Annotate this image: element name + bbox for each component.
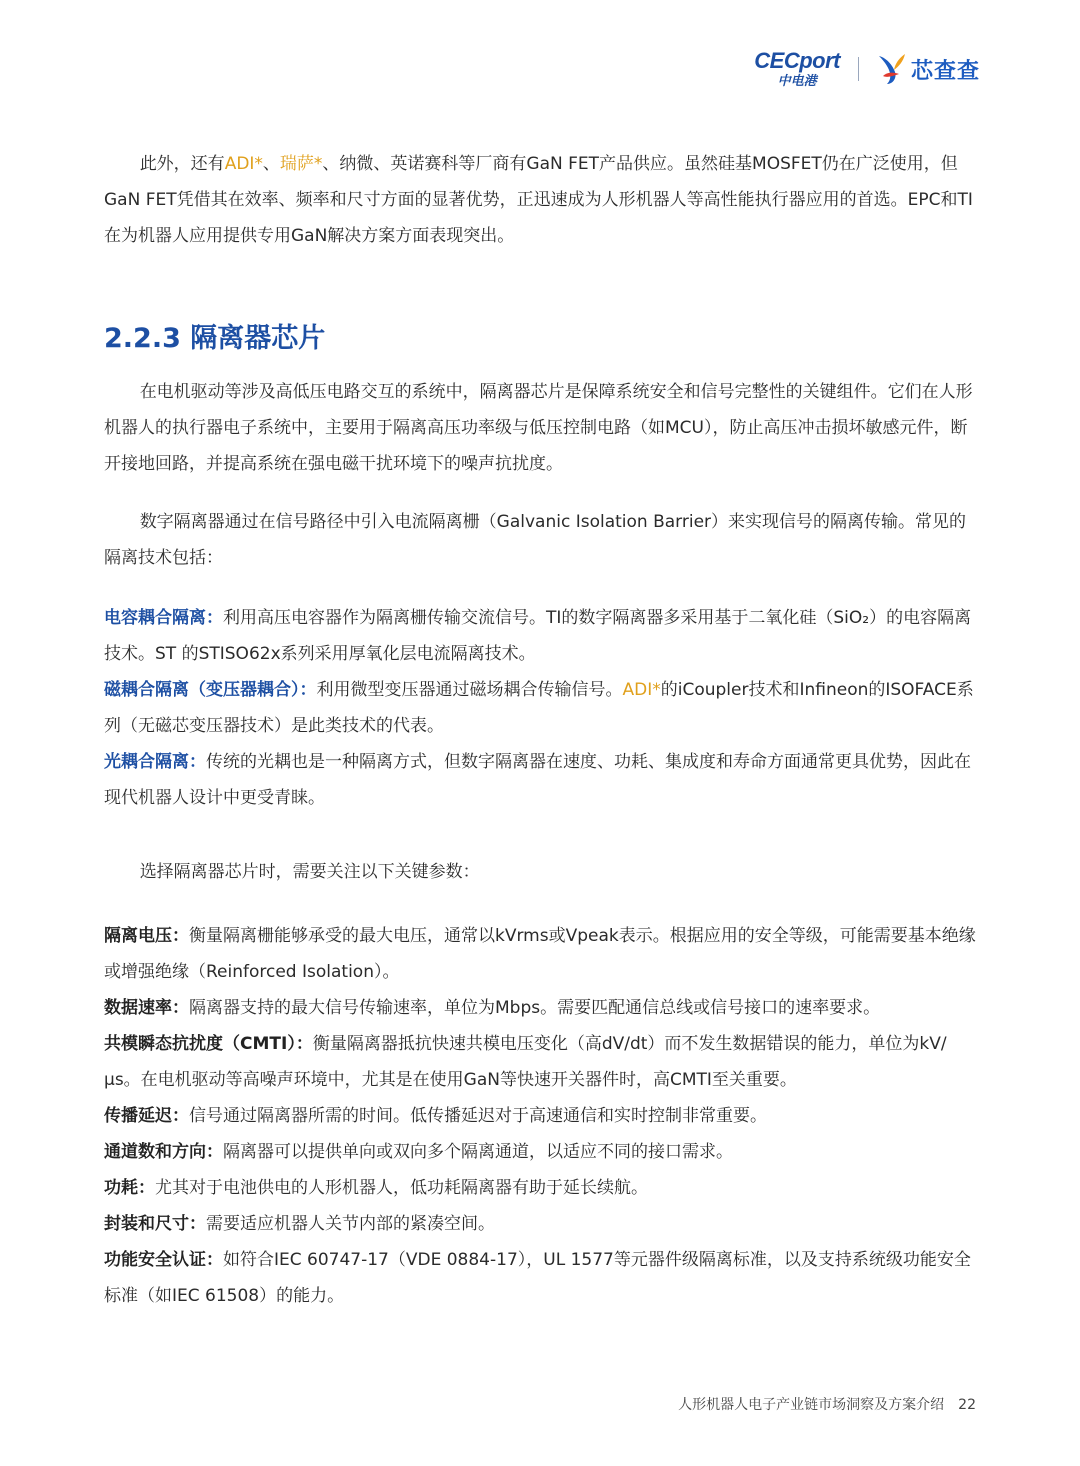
param-text: 尤其对于电池供电的人形机器人，低功耗隔离器有助于延长续航。 xyxy=(155,1178,648,1198)
parameter-list xyxy=(104,918,976,1314)
intro-text-rest: 、纳微、英诺赛科等厂商有GaN FET产品供应。虽然硅基MOSFET仍在广泛使用，但GaN FET凭借其在效率、频率和尺寸方面的显著优势，正迅速成为人形机器人等高性能执行器应用的首选。EPC和TI在为机器人应用提供专用GaN解决方案方面表现突出。 xyxy=(104,154,973,246)
param-term: 共模瞬态抗扰度（CMTI） xyxy=(104,1034,296,1054)
param-term: 功耗 xyxy=(104,1178,138,1198)
page-footer xyxy=(678,1394,976,1414)
xinchacha-mark-icon xyxy=(877,52,907,86)
param-text: 隔离器可以提供单向或双向多个隔离通道，以适应不同的接口需求。 xyxy=(223,1142,733,1162)
cecport-logo-zh: 中电港 xyxy=(777,74,817,89)
tech-item-optical xyxy=(104,744,976,816)
renesas-highlight: 瑞萨* xyxy=(279,154,323,174)
tech-item-capacitive xyxy=(104,600,976,672)
tech-text: 利用高压电容器作为隔离栅传输交流信号。TI的数字隔离器多采用基于二氧化硅（SiO₂）的电容隔离技术。ST 的STISO62x系列采用厚氧化层电流隔离技术。 xyxy=(104,608,972,664)
param-text: 如符合IEC 60747-17（VDE 0884-17），UL 1577等元器件级隔离标准，以及支持系统级功能安全标准（如IEC 61508）的能力。 xyxy=(104,1250,971,1306)
param-item xyxy=(104,1134,976,1170)
page-number: 22 xyxy=(958,1397,976,1413)
param-term: 数据速率 xyxy=(104,998,172,1018)
tech-term-colon: ： xyxy=(206,608,223,628)
xinchacha-logo-text: 芯查查 xyxy=(910,58,980,84)
tech-term-colon: ： xyxy=(189,752,206,772)
param-item xyxy=(104,1098,976,1134)
section-paragraph-3: 选择隔离器芯片时，需要关注以下关键参数： xyxy=(139,862,480,882)
param-text: 衡量隔离器抵抗快速共模电压变化（高dV/dt）而不发生数据错误的能力，单位为kV/μs。在电机驱动等高噪声环境中，尤其是在使用GaN等快速开关器件时，高CMTI至关重要。 xyxy=(104,1034,947,1090)
section-para-2-block xyxy=(104,504,976,576)
param-item xyxy=(104,1242,976,1314)
cecport-logo xyxy=(754,50,840,88)
param-item xyxy=(104,1206,976,1242)
tech-text: 传统的光耦也是一种隔离方式，但数字隔离器在速度、功耗、集成度和寿命方面通常更具优势，因此在现代机器人设计中更受青睐。 xyxy=(104,752,971,808)
tech-term: 光耦合隔离 xyxy=(104,752,189,772)
intro-paragraph xyxy=(104,146,976,254)
tech-term: 电容耦合隔离 xyxy=(104,608,206,628)
param-colon: ： xyxy=(172,998,189,1018)
param-item xyxy=(104,918,976,990)
param-item xyxy=(104,1170,976,1206)
param-text: 隔离器支持的最大信号传输速率，单位为Mbps。需要匹配通信总线或信号接口的速率要求。 xyxy=(189,998,881,1018)
adi-highlight: ADI* xyxy=(622,680,661,700)
tech-term-colon: ： xyxy=(299,680,317,700)
header-logos xyxy=(754,50,980,88)
param-colon: ： xyxy=(295,1034,313,1054)
param-text: 信号通过隔离器所需的时间。低传播延迟对于高速通信和实时控制非常重要。 xyxy=(189,1106,767,1126)
tech-text-pre: 利用微型变压器通过磁场耦合传输信号。 xyxy=(316,680,623,700)
param-text: 衡量隔离栅能够承受的最大电压，通常以kVrms或Vpeak表示。根据应用的安全等级，可能需要基本绝缘或增强绝缘（Reinforced Isolation）。 xyxy=(104,926,976,982)
isolation-tech-list xyxy=(104,600,976,816)
param-item xyxy=(104,1026,976,1098)
section-para-1-block xyxy=(104,374,976,482)
intro-block xyxy=(104,146,976,254)
cecport-logo-text: CECport xyxy=(754,48,840,73)
logo-divider xyxy=(858,57,859,81)
tech-term: 磁耦合隔离（变压器耦合） xyxy=(104,680,300,700)
tech-text: 的iCoupler技术和Infineon的ISOFACE系列（无磁芯变压器技术）是此类技术的代表。 xyxy=(104,680,974,736)
param-colon: ： xyxy=(189,1214,206,1234)
section-title: 2.2.3 隔离器芯片 xyxy=(104,323,326,354)
section-paragraph-1: 在电机驱动等涉及高低压电路交互的系统中，隔离器芯片是保障系统安全和信号完整性的关键组件。它们在人形机器人的执行器电子系统中，主要用于隔离高压功率级与低压控制电路（如MCU），防止高压冲击损坏敏感元件，断开接地回路，并提高系统在强电磁干扰环境下的噪声抗扰度。 xyxy=(104,382,973,474)
param-colon: ： xyxy=(138,1178,155,1198)
param-term: 功能安全认证 xyxy=(104,1250,206,1270)
footer-title: 人形机器人电子产业链市场洞察及方案介绍 xyxy=(678,1397,945,1413)
tech-item-magnetic xyxy=(104,672,976,744)
xinchacha-logo xyxy=(877,52,980,86)
param-colon: ： xyxy=(206,1142,223,1162)
intro-separator: 、 xyxy=(262,154,280,174)
param-term: 封装和尺寸 xyxy=(104,1214,189,1234)
param-colon: ： xyxy=(172,926,189,946)
param-term: 隔离电压 xyxy=(104,926,172,946)
adi-highlight: ADI* xyxy=(224,154,263,174)
param-text: 需要适应机器人关节内部的紧凑空间。 xyxy=(206,1214,495,1234)
param-term: 通道数和方向 xyxy=(104,1142,206,1162)
param-colon: ： xyxy=(172,1106,189,1126)
param-item xyxy=(104,990,976,1026)
intro-text-pre: 此外，还有 xyxy=(139,154,225,174)
param-term: 传播延迟 xyxy=(104,1106,172,1126)
section-paragraph-2: 数字隔离器通过在信号路径中引入电流隔离栅（Galvanic Isolation Barrier）来实现信号的隔离传输。常见的隔离技术包括： xyxy=(104,512,967,568)
section-para-3-block xyxy=(104,854,976,890)
param-colon: ： xyxy=(206,1250,223,1270)
